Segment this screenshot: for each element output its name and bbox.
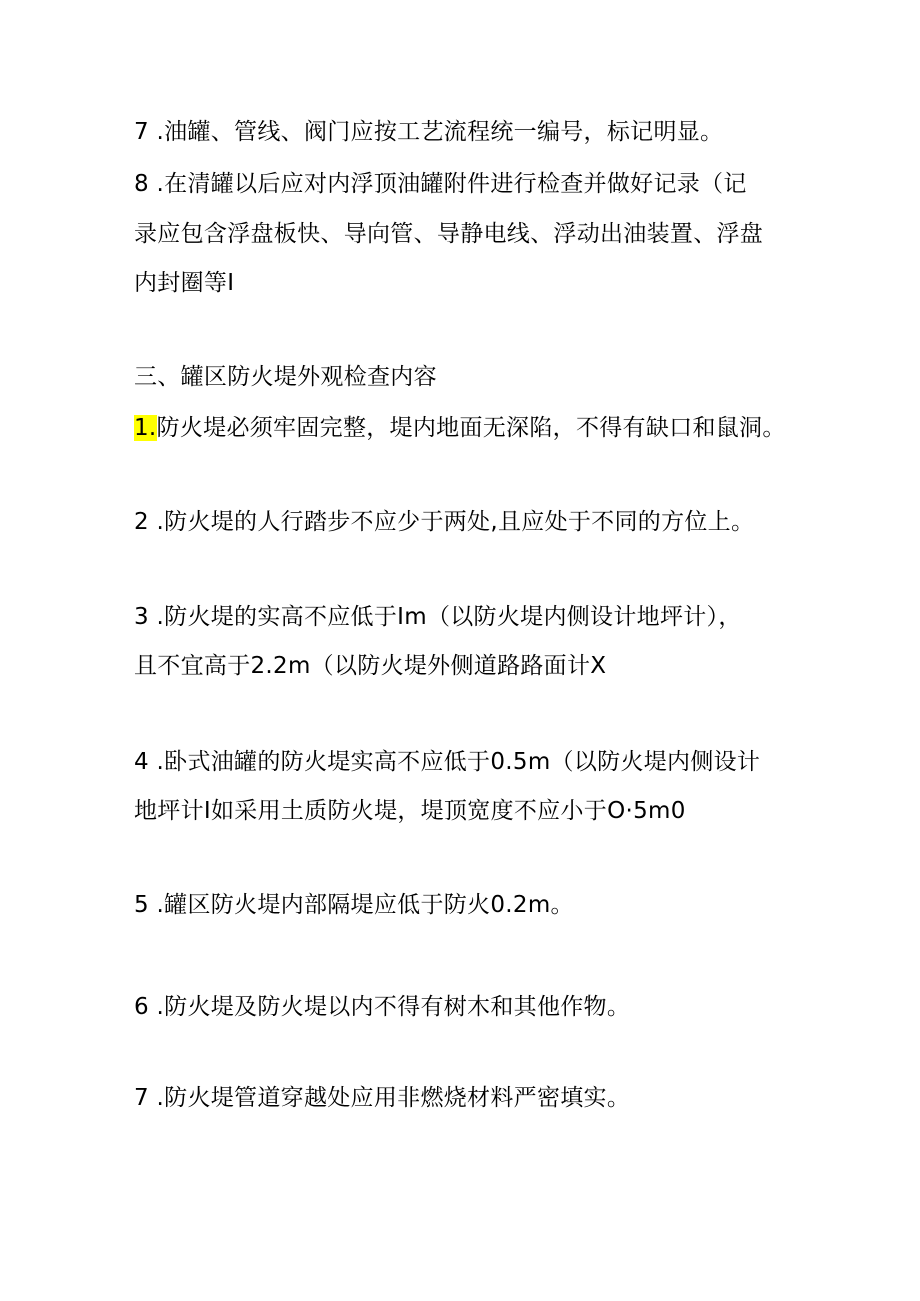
paragraph-item-2: 2 .防火堤的人行踏步不应少于两处,且应处于不同的方位上。 <box>134 509 755 535</box>
paragraph-item-3-line-2: 且不宜高于2.2m（以防火堤外侧道路路面计X <box>134 653 607 679</box>
paragraph-item-1 <box>134 412 786 444</box>
highlighted-item-number: 1. <box>134 415 157 441</box>
paragraph-item-8-line-1: 8 .在清罐以后应对内浮顶油罐附件进行检查并做好记录（记 <box>134 171 747 197</box>
paragraph-item-1-text: 防火堤必须牢固完整，堤内地面无深陷，不得有缺口和鼠洞。 <box>156 415 786 441</box>
paragraph-item-7: 7 .防火堤管道穿越处应用非燃烧材料严密填实。 <box>134 1085 631 1111</box>
paragraph-item-5: 5 .罐区防火堤内部隔堤应低于防火0.2m。 <box>134 892 574 918</box>
paragraph-item-8-line-3: 内封圈等I <box>134 270 235 296</box>
paragraph-item-7-storage: 7 .油罐、管线、阀门应按工艺流程统一编号，标记明显。 <box>134 119 724 145</box>
paragraph-item-3-line-1: 3 .防火堤的实高不应低于Im（以防火堤内侧设计地坪计）， <box>134 604 742 630</box>
paragraph-item-8-line-2: 录应包含浮盘板快、导向管、导静电线、浮动出油装置、浮盘 <box>134 221 764 247</box>
section-heading: 三、罐区防火堤外观检查内容 <box>134 364 437 390</box>
paragraph-item-6: 6 .防火堤及防火堤以内不得有树木和其他作物。 <box>134 994 631 1020</box>
paragraph-item-4-line-2: 地坪计I如采用土质防火堤，堤顶宽度不应小于O·5m0 <box>134 798 686 824</box>
paragraph-item-4-line-1: 4 .卧式油罐的防火堤实高不应低于0.5m（以防火堤内侧设计 <box>134 749 761 775</box>
